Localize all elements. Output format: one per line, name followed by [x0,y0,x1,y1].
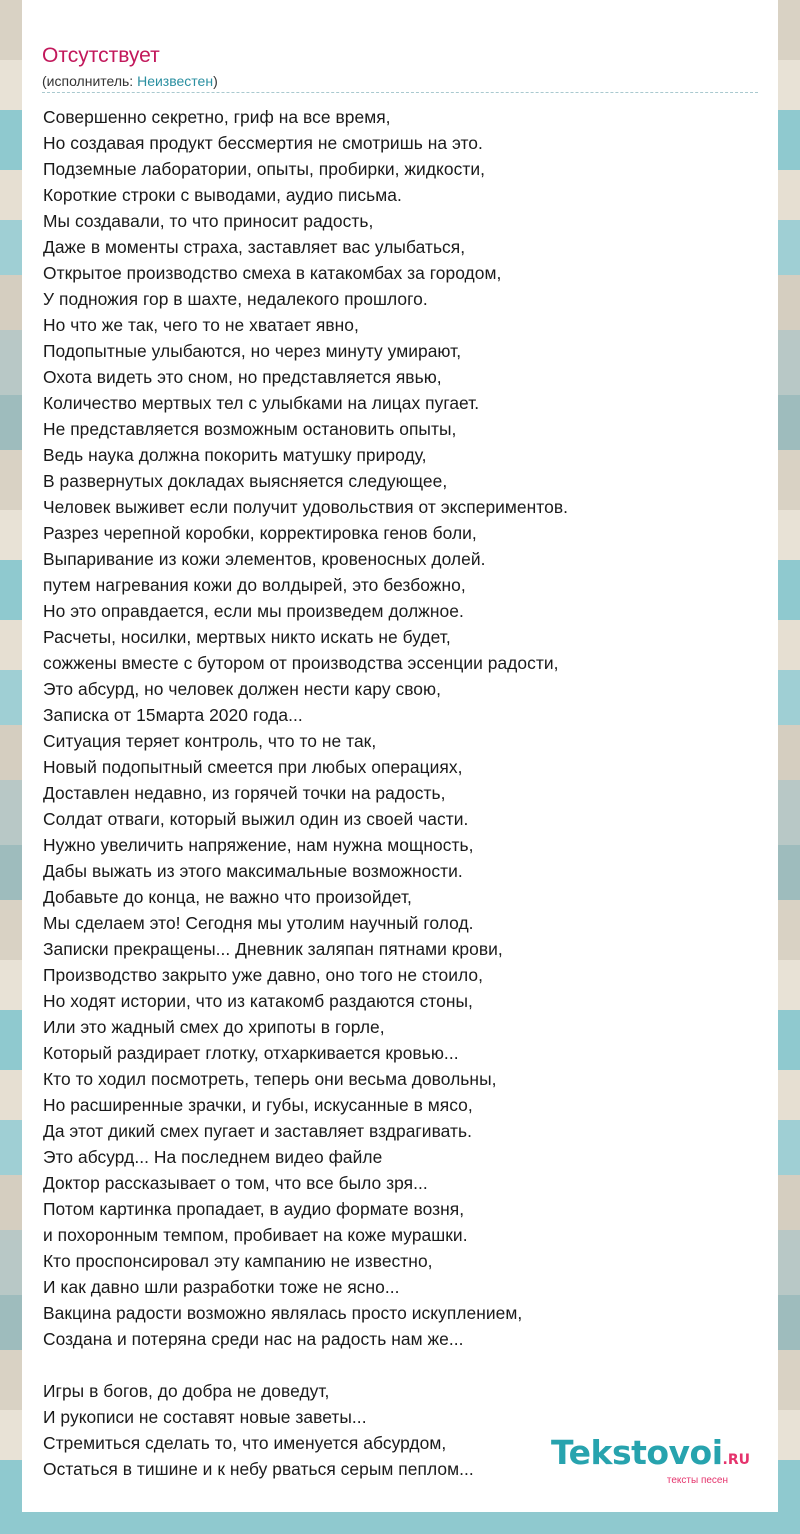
lyric-line: Не представляется возможным остановить опыты, [43,419,457,439]
lyric-line: Кто то ходил посмотреть, теперь они весьма довольны, [43,1069,497,1089]
lyric-line: Производство закрыто уже давно, оно того не стоило, [43,965,483,985]
lyric-line: Ведь наука должна покорить матушку природу, [43,445,427,465]
logo-tagline: тексты песен [666,1475,728,1486]
lyric-line: Кто проспонсировал эту кампанию не известно, [43,1251,433,1271]
artist-suffix: ) [213,73,218,89]
lyric-line: сожжены вместе с бутором от производства эссенции радости, [43,653,559,673]
logo-wordmark [551,1435,750,1478]
content-card [22,0,778,1512]
lyric-line: Стремиться сделать то, что именуется абсурдом, [43,1433,447,1453]
bottom-decor-strip [0,1512,800,1534]
song-header [42,42,758,90]
song-title: Отсутствует [42,44,160,67]
lyric-line: Доктор рассказывает о том, что все было зря... [43,1173,428,1193]
lyric-line: Или это жадный смех до хрипоты в горле, [43,1017,385,1037]
logo-suffix: .RU [722,1452,750,1468]
lyric-line: Совершенно секретно, гриф на все время, [43,107,391,127]
logo-main-text: Tekstovoi [550,1433,723,1472]
stanza-gap [43,1352,763,1378]
lyric-line: Но это оправдается, если мы произведем должное. [43,601,464,621]
lyric-line: Нужно увеличить напряжение, нам нужна мощность, [43,835,474,855]
lyrics-body [43,104,763,1482]
lyric-line: Но создавая продукт бессмертия не смотришь на это. [43,133,483,153]
artist-link[interactable]: Неизвестен [137,73,214,89]
lyric-line: Это абсурд, но человек должен нести кару свою, [43,679,441,699]
lyric-line: Солдат отваги, который выжил один из своей части. [43,809,469,829]
lyric-line: Создана и потеряна среди нас на радость нам же... [43,1329,464,1349]
lyric-line: Мы сделаем это! Сегодня мы утолим научный голод. [43,913,474,933]
header-divider [42,92,758,93]
lyric-line: Открытое производство смеха в катакомбах за городом, [43,263,502,283]
lyric-line: Да этот дикий смех пугает и заставляет вздрагивать. [43,1121,473,1141]
lyric-line: И как давно шли разработки тоже не ясно... [43,1277,400,1297]
lyric-line: Дабы выжать из этого максимальные возможности. [43,861,463,881]
lyric-line: Человек выживет если получит удовольствия от экспериментов. [43,497,569,517]
lyric-line: и похоронным темпом, пробивает на коже мурашки. [43,1225,468,1245]
lyric-line: Вакцина радости возможно являлась просто искуплением, [43,1303,523,1323]
lyric-line: Который раздирает глотку, отхаркивается кровью... [43,1043,459,1063]
lyric-line: путем нагревания кожи до волдырей, это безбожно, [43,575,466,595]
lyric-line: Мы создавали, то что приносит радость, [43,211,374,231]
lyric-line: Но ходят истории, что из катакомб раздаются стоны, [43,991,473,1011]
lyric-line: У подножия гор в шахте, недалекого прошлого. [43,289,428,309]
lyric-line: В развернутых докладах выясняется следующее, [43,471,448,491]
lyric-line: Расчеты, носилки, мертвых никто искать не будет, [43,627,451,647]
lyric-line: Ситуация теряет контроль, что то не так, [43,731,377,751]
artist-line [42,72,758,90]
lyric-line: Но что же так, чего то не хватает явно, [43,315,359,335]
lyric-line: Охота видеть это сном, но представляется явью, [43,367,442,387]
lyric-line: И рукописи не составят новые заветы... [43,1407,367,1427]
lyric-line: Игры в богов, до добра не доведут, [43,1381,330,1401]
lyric-line: Добавьте до конца, не важно что произойдет, [43,887,412,907]
lyric-line: Потом картинка пропадает, в аудио формате возня, [43,1199,465,1219]
lyric-line: Но расширенные зрачки, и губы, искусанные в мясо, [43,1095,473,1115]
lyric-line: Количество мертвых тел с улыбками на лицах пугает. [43,393,480,413]
site-logo[interactable] [551,1435,750,1486]
lyric-line: Остаться в тишине и к небу рваться серым пеплом... [43,1459,474,1479]
lyric-line: Записки прекращены... Дневник заляпан пятнами крови, [43,939,503,959]
lyric-line: Новый подопытный смеется при любых операциях, [43,757,463,777]
lyric-line: Доставлен недавно, из горячей точки на радость, [43,783,446,803]
lyric-line: Выпаривание из кожи элементов, кровеносных долей. [43,549,486,569]
lyric-line: Это абсурд... На последнем видео файле [43,1147,383,1167]
lyric-line: Подземные лаборатории, опыты, пробирки, жидкости, [43,159,486,179]
lyric-line: Даже в моменты страха, заставляет вас улыбаться, [43,237,466,257]
lyric-line: Записка от 15марта 2020 года... [43,705,303,725]
lyric-line: Разрез черепной коробки, корректировка генов боли, [43,523,477,543]
lyric-line: Подопытные улыбаются, но через минуту умирают, [43,341,462,361]
lyric-line: Короткие строки с выводами, аудио письма. [43,185,402,205]
artist-prefix: (исполнитель: [42,73,138,89]
